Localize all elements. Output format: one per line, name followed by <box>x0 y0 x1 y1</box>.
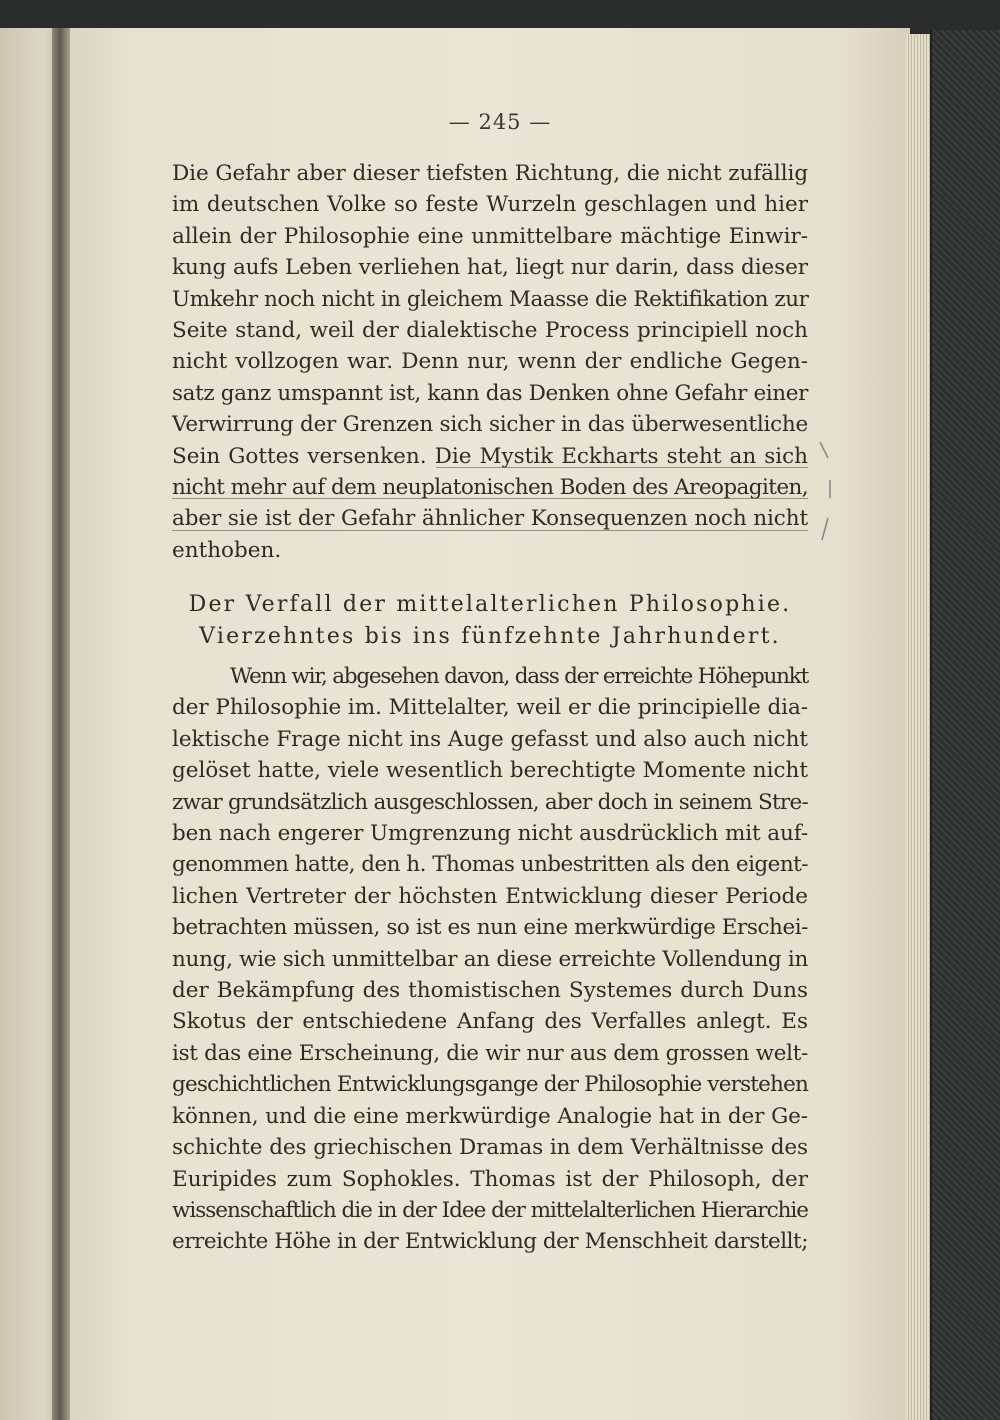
paragraph-2 <box>172 661 808 1258</box>
text-line: erreichte Höhe in der Entwicklung der Menschheit darstellt; <box>172 1229 808 1255</box>
text-line: Euripides zum Sophokles. Thomas ist der Philosoph, der <box>172 1166 808 1192</box>
text-line: allein der Philosophie eine unmittelbare mächtige Einwir- <box>172 223 808 249</box>
text-line: nung, wie sich unmittelbar an diese erreichte Vollendung in <box>172 946 808 972</box>
text-line: können, und die eine merkwürdige Analogie hat in der Ge- <box>172 1103 808 1129</box>
text-line: ist das eine Erscheinung, die wir nur aus dem grossen welt- <box>172 1040 809 1066</box>
text-line: Verwirrung der Grenzen sich sicher in das überwesentliche <box>172 412 808 438</box>
pencil-underline <box>172 498 808 499</box>
text-line: ben nach engerer Umgrenzung nicht ausdrücklich mit auf- <box>172 821 808 847</box>
page-block-edges <box>906 34 932 1420</box>
text-line: der Philosophie im. Mittelalter, weil er die principielle dia- <box>172 695 809 721</box>
text-line: gelöset hatte, viele wesentlich berechtigte Momente nicht <box>172 758 809 784</box>
text-line: im deutschen Volke so feste Wurzeln geschlagen und hier <box>172 192 808 218</box>
text-line: Skotus der entschiedene Anfang des Verfalles anlegt. Es <box>172 1009 808 1035</box>
text-line: wissenschaftlich die in der Idee der mittelalterlichen Hierarchie <box>172 1197 808 1223</box>
text-line: genommen hatte, den h. Thomas unbestritten als den eigent- <box>172 852 808 878</box>
text-line: Umkehr noch nicht in gleichem Maasse die Rektifikation zur <box>172 286 809 312</box>
text-line: zwar grundsätzlich ausgeschlossen, aber doch in seinem Stre- <box>172 789 808 815</box>
section-subheading: Vierzehntes bis ins fünfzehnte Jahrhundert. <box>199 624 781 649</box>
text-line: lichen Vertreter der höchsten Entwicklung dieser Periode <box>172 883 808 909</box>
text-line: aber sie ist der Gefahr ähnlicher Konsequenzen noch nicht <box>172 506 808 532</box>
text-line: Die Gefahr aber dieser tiefsten Richtung, die nicht zufällig <box>172 161 809 186</box>
book-cover <box>932 30 1000 1420</box>
pencil-underline <box>172 530 808 531</box>
text-line: Wenn wir, abgesehen davon, dass der erreichte Höhepunkt <box>230 664 809 689</box>
pencil-margin-mark <box>812 440 842 550</box>
text-line: betrachten müssen, so ist es nun eine merkwürdige Erschei- <box>172 915 809 941</box>
text-line: schichte des griechischen Dramas in dem Verhältnisse des <box>172 1135 808 1161</box>
text-line: satz ganz umspannt ist, kann das Denken ohne Gefahr einer <box>172 380 808 406</box>
text-line: nicht vollzogen war. Denn nur, wenn der endliche Gegen- <box>172 349 808 375</box>
book-gutter <box>52 28 70 1420</box>
text-line: der Bekämpfung des thomistischen Systemes durch Duns <box>172 978 808 1004</box>
page-number: — 245 — <box>448 110 552 134</box>
section-heading: Der Verfall der mittelalterlichen Philosophie. <box>188 592 792 617</box>
text-line: geschichtlichen Entwicklungsgange der Philosophie verstehen <box>172 1072 809 1098</box>
text-line: nicht mehr auf dem neuplatonischen Boden des Areopagiten, <box>172 475 808 501</box>
text-line: Sein Gottes versenken. Die Mystik Eckharts steht an sich <box>172 443 808 469</box>
text-line: kung aufs Leben verliehen hat, liegt nur darin, dass dieser <box>172 255 808 281</box>
text-line: enthoben. <box>172 537 282 563</box>
text-line: Seite stand, weil der dialektische Process principiell noch <box>172 318 808 344</box>
paragraph-1 <box>172 158 808 566</box>
text-line: lektische Frage nicht ins Auge gefasst und also auch nicht <box>172 726 809 752</box>
pencil-underline <box>436 467 808 468</box>
